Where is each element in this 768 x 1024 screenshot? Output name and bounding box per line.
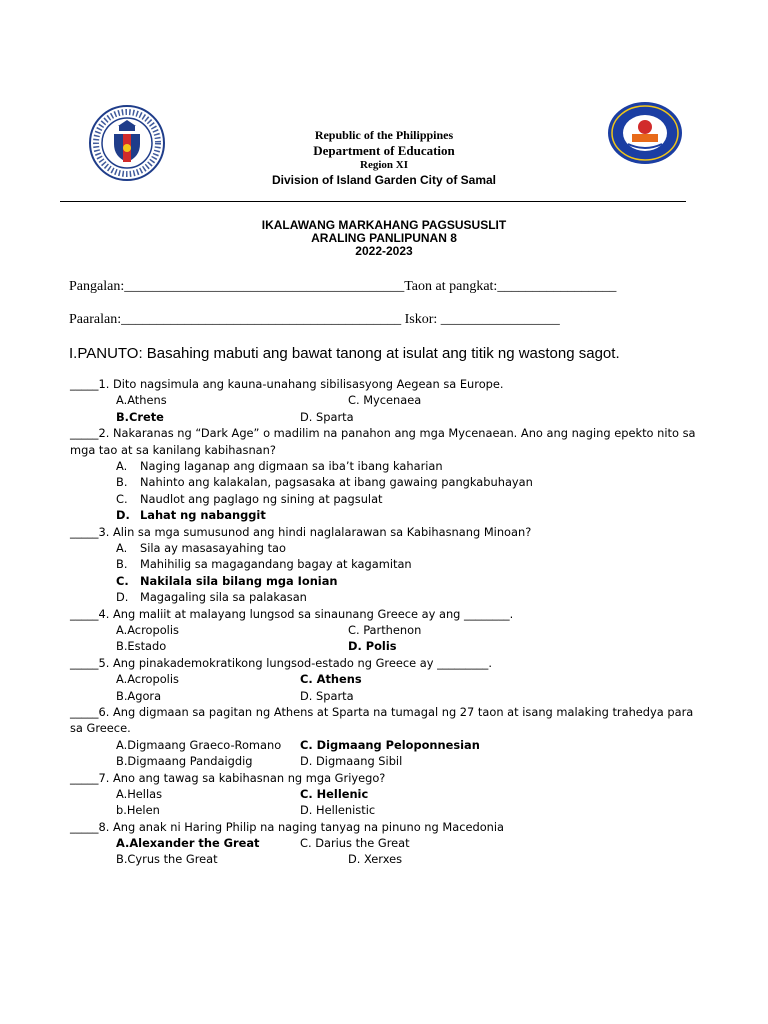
- school-blank: ________________________________________: [121, 312, 402, 327]
- school-label: Paaralan:: [69, 312, 122, 327]
- title-line-1: IKALAWANG MARKAHANG PAGSUSUSLIT: [261, 218, 507, 232]
- name-blank: ________________________________________: [124, 279, 405, 294]
- option-b: B.Agora: [116, 688, 162, 703]
- name-year-row: [69, 279, 616, 295]
- letterhead: [184, 128, 584, 188]
- division-line: Division of Island Garden City of Samal: [271, 173, 497, 187]
- question-4: [70, 606, 700, 655]
- title-line-3: 2022-2023: [355, 244, 413, 258]
- deped-seal-logo: [88, 104, 166, 182]
- department-line: Department of Education: [313, 143, 455, 158]
- question-3: [70, 524, 700, 606]
- option-c: C. Darius the Great: [300, 836, 410, 851]
- option-d: D. Sparta: [300, 688, 354, 703]
- option-a: A.Acropolis: [116, 672, 179, 687]
- question-stem: _____7. Ano ang tawag sa kabihasnan ng mga Griyego?: [70, 770, 386, 785]
- option-b: B.Cyrus the Great: [116, 852, 218, 867]
- option-d: D. Hellenistic: [300, 803, 376, 818]
- option-d: D. Xerxes: [348, 852, 403, 867]
- option-d: D. Polis: [348, 639, 397, 654]
- directions: I.PANUTO: Basahing mabuti ang bawat tanong at isulat ang titik ng wastong sagot.: [69, 345, 620, 362]
- score-blank: _________________: [440, 312, 560, 327]
- question-1: [70, 376, 700, 425]
- question-stem: _____3. Alin sa mga sumusunod ang hindi naglalarawan sa Kabihasnang Minoan?: [70, 524, 532, 539]
- question-stem: _____4. Ang maliit at malayang lungsod sa sinaunang Greece ay ang ________.: [70, 606, 514, 621]
- option-b: B. Nahinto ang kalakalan, pagsasaka at ibang gawaing pangkabuhayan: [116, 475, 533, 490]
- option-b: B.Estado: [116, 639, 167, 654]
- option-b: b.Helen: [116, 803, 160, 818]
- option-a: A.Acropolis: [116, 622, 179, 637]
- score-label: Iskor:: [401, 312, 441, 327]
- option-c: C. Hellenic: [300, 786, 369, 801]
- name-label: Pangalan:: [69, 279, 125, 294]
- option-a: A.Hellas: [116, 786, 163, 801]
- question-stem: _____6. Ang digmaan sa pagitan ng Athens at Sparta na tumagal ng 27 taon at isang malaking trahedya para sa Greece.: [70, 704, 697, 736]
- question-2: [70, 425, 700, 523]
- header-divider: [60, 201, 686, 202]
- option-b: B.Digmaang Pandaigdig: [116, 754, 253, 769]
- option-d: D. Sparta: [300, 409, 354, 424]
- question-8: [70, 819, 700, 868]
- option-c: C. Digmaang Peloponnesian: [300, 737, 480, 752]
- question-stem: _____5. Ang pinakademokratikong lungsod-estado ng Greece ay _________.: [70, 655, 492, 670]
- question-stem: _____2. Nakaranas ng “Dark Age” o madilim na panahon ang mga Mycenaean. Ano ang naging epekto nito sa mga tao at sa kanilang kabihasnan?: [70, 426, 700, 457]
- option-c: C. Naudlot ang paglago ng sining at pagsulat: [116, 491, 383, 506]
- option-a: A. Naging laganap ang digmaan sa iba’t ibang kaharian: [116, 459, 443, 473]
- republic-line: Republic of the Philippines: [314, 128, 454, 142]
- school-score-row: [69, 312, 560, 328]
- option-c: C. Nakilala sila bilang mga Ionian: [116, 573, 338, 588]
- title-line-2: ARALING PANLIPUNAN 8: [311, 231, 457, 245]
- option-a: A.Alexander the Great: [116, 836, 260, 851]
- option-b: B. Mahihilig sa magagandang bagay at kagamitan: [116, 557, 412, 572]
- question-5: [70, 655, 700, 704]
- option-c: C. Mycenaea: [348, 393, 422, 408]
- option-a: A.Digmaang Graeco-Romano: [116, 737, 282, 752]
- question-6: [70, 704, 700, 770]
- option-d: D. Magagaling sila sa palakasan: [116, 590, 307, 605]
- option-b: B.Crete: [116, 409, 164, 424]
- option-a: A.Athens: [116, 393, 167, 408]
- option-a: A. Sila ay masasayahing tao: [116, 540, 286, 555]
- question-7: [70, 770, 700, 819]
- option-c: C. Parthenon: [348, 622, 422, 637]
- year-section-blank: _________________: [497, 279, 617, 294]
- division-seal-logo: [606, 100, 684, 166]
- region-line: Region XI: [360, 159, 408, 171]
- option-d: D. Lahat ng nabanggit: [116, 508, 266, 523]
- question-stem: _____1. Dito nagsimula ang kauna-unahang sibilisasyong Aegean sa Europe.: [70, 377, 504, 391]
- question-list: [70, 376, 700, 868]
- year-section-label: Taon at pangkat:: [404, 279, 498, 294]
- option-c: C. Athens: [300, 672, 362, 687]
- option-d: D. Digmaang Sibil: [300, 754, 403, 769]
- exam-title: [184, 219, 584, 258]
- question-stem: _____8. Ang anak ni Haring Philip na naging tanyag na pinuno ng Macedonia: [70, 819, 505, 834]
